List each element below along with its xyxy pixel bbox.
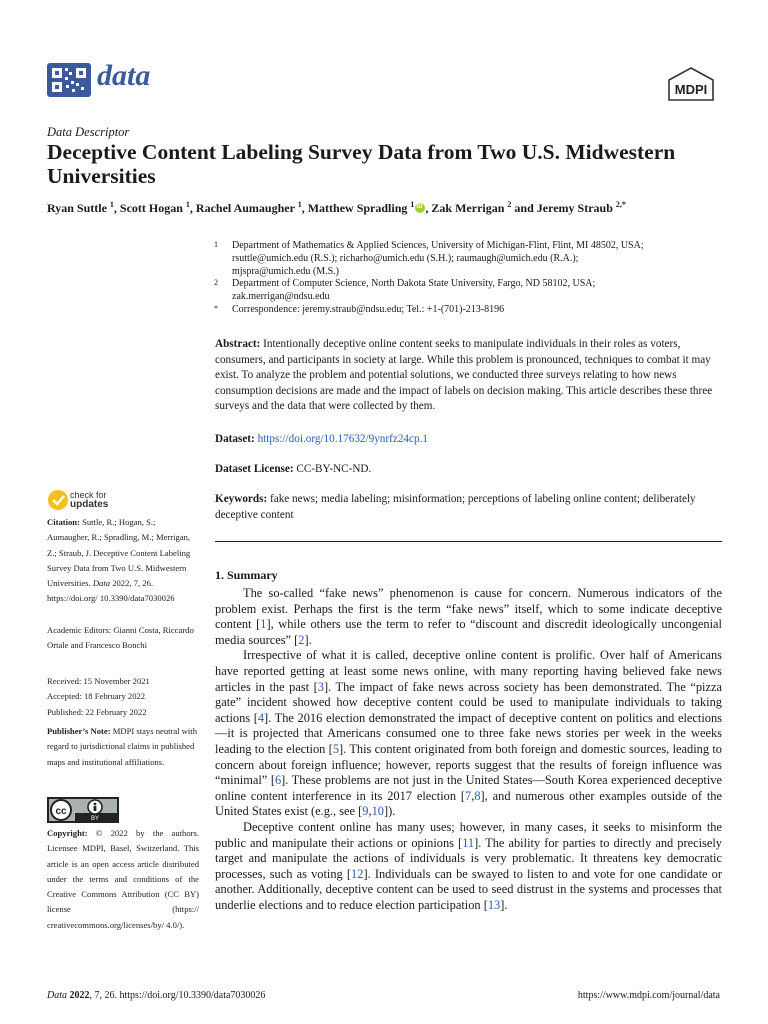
accepted-date: Accepted: 18 February 2022	[47, 691, 146, 702]
license-text: CC-BY-NC-ND.	[296, 463, 372, 475]
published-date: Published: 22 February 2022	[47, 706, 147, 717]
keywords-text: fake news; media labeling; misinformation; perceptions of labeling online content; deliberately deceptive content	[215, 493, 696, 521]
reference-link[interactable]: 6	[274, 773, 282, 788]
affiliation: 1 Department of Mathematics & Applied Sciences, University of Michigan-Flint, Flint, MI 48502, USA; rsuttle@umich.edu (R.S.); richarho@umich.edu (S.H.); raumaugh@umich.edu (R.A.); mjspra@umich.edu (M.S.)	[214, 240, 644, 277]
dataset-license	[215, 462, 723, 478]
abstract	[215, 337, 723, 415]
author-name[interactable]: Matthew Spradling	[307, 201, 408, 215]
check-for-updates-label[interactable]: check for updates	[70, 490, 109, 510]
dates	[47, 674, 199, 720]
affiliation: 2 Department of Computer Science, North Dakota State University, Fargo, ND 58102, USA; zak.merrigan@ndsu.edu	[214, 278, 596, 303]
dataset	[215, 432, 723, 448]
affiliations	[214, 240, 719, 317]
section-divider	[215, 541, 722, 542]
reference-link[interactable]: 3	[317, 679, 324, 694]
summary-paragraph: Irrespective of what it is called, deceptive online content is prolific. Over half of Americans have reported getting at least some news online, with many reporting having believed fake news articles in the past [3]. The impact of fake news across society has been demonstrated. The “pizza gate” incident showed how deceptive content could be used to manipulate individuals to taking actions [4]. The 2016 election demonstrated the impact of deceptive content on politics and elections—it is projected that Americans consumed one to three fake news stories per week in the weeks leading to the election [5]. This content originated from both foreign and domestic sources, leading to concern about foreign influence; however, reports suggest that the results of foreign influence was “minimal” [6]. These problems are not just in the United States—South Korea experienced deceptive online content interference in its 2017 election [7,8], and numerous other examples outside of the United States exist (e.g., see [9,10]).	[215, 648, 722, 819]
reference-link[interactable]: 12	[351, 866, 364, 881]
academic-editors: Academic Editors: Gianni Costa, Riccardo Ortale and Francesco Bonchi	[47, 625, 194, 651]
reference-link[interactable]: 13	[487, 897, 501, 912]
author-name[interactable]: Zak Merrigan	[431, 201, 505, 215]
publisher-note: Publisher’s Note: MDPI stays neutral with regard to jurisdictional claims in published maps and institutional affiliations.	[47, 726, 197, 767]
svg-text:cc: cc	[55, 806, 67, 817]
reference-link[interactable]: 10	[371, 804, 384, 819]
dataset-label: Dataset:	[215, 433, 255, 445]
reference-link[interactable]: 7	[465, 788, 472, 803]
correspondence: * Correspondence: jeremy.straub@ndsu.edu; Tel.: +1-(701)-213-8196	[214, 303, 505, 315]
author-name[interactable]: Jeremy Straub	[536, 201, 613, 215]
author-name[interactable]: Scott Hogan	[119, 201, 183, 215]
footer-journal-url[interactable]: https://www.mdpi.com/journal/data	[577, 990, 720, 1001]
author-name[interactable]: Ryan Suttle	[47, 201, 107, 215]
article-type: Data Descriptor	[47, 125, 130, 139]
citation: Citation: Suttle, R.; Hogan, S.; Aumaugher, R.; Spradling, M.; Merrigan, Z.; Straub, J. Deceptive Content Labeling Survey Data from Two U.S. Midwestern Universities. Data 2022, 7, 26. https://doi.org/ 10.3390/data7030026	[47, 517, 191, 604]
reference-link[interactable]: 1	[260, 617, 267, 632]
section-heading: 1. Summary	[215, 568, 278, 582]
orcid-icon[interactable]	[415, 203, 425, 213]
summary-paragraph: Deceptive content online has many uses; however, in many cases, it seeks to misinform the public and manipulate their actions or opinions [11]. The ability for parties to directly and precisely target and manipulate the actions of individuals is very problematic. It threatens key democratic processes, such as voting [12]. Individuals can be swayed to listen to and vote for one candidate or another. Additionally, deceptive content can be used to seed distrust in the systems and processes that underlie elections and to reduce election participation [13].	[215, 819, 722, 912]
keywords	[215, 492, 723, 523]
mdpi-logo-text: MDPI	[674, 82, 708, 97]
reference-link[interactable]: 8	[474, 788, 481, 803]
svg-text:BY: BY	[90, 816, 100, 822]
reference-link[interactable]: 2	[298, 632, 305, 647]
author-name[interactable]: Rachel Aumaugher	[195, 201, 295, 215]
cc-by-license-icon[interactable]	[47, 797, 119, 823]
journal-logo-icon	[47, 63, 91, 97]
abstract-text: Intentionally deceptive online content seeks to manipulate individuals in their roles as voters, consumers, and participants in society at large. While this problem is pronounced, techniques to combat it may exist. To analyze the problem and potential solutions, we conducted three surveys relating to how news consumption decisions are made and the impact of labels on decision making. This article describes these three surveys and the data that were collected by them.	[215, 338, 713, 412]
dataset-link[interactable]: https://doi.org/10.17632/9ynrfz24cp.1	[257, 433, 428, 445]
footer-citation: Data 2022, 7, 26. https://doi.org/10.3390/data7030026	[47, 990, 266, 1001]
reference-link[interactable]: 9	[362, 804, 369, 819]
author-list: Ryan Suttle $^1$, Scott Hogan $^1$, Rachel Aumaugher $^1$, Matthew Spradling $^1$iD , Zak Merrigan $^2$ and Jeremy Straub $^{2,*}$	[47, 200, 737, 216]
reference-link[interactable]: 11	[462, 835, 475, 850]
journal-name: data	[97, 59, 151, 92]
keywords-label: Keywords:	[215, 493, 268, 505]
license-label: Dataset License:	[215, 463, 294, 475]
article-title: Deceptive Content Labeling Survey Data from Two U.S. Midwestern Universities	[47, 140, 676, 188]
reference-link[interactable]: 5	[332, 741, 340, 756]
abstract-label: Abstract:	[215, 338, 261, 350]
reference-link[interactable]: 4	[257, 710, 265, 725]
mdpi-logo	[667, 67, 715, 101]
received-date: Received: 15 November 2021	[47, 676, 150, 686]
summary-body	[215, 586, 722, 913]
summary-paragraph: The so-called “fake news” phenomenon is cause for concern. Numerous indicators of the problem exist. Perhaps the first is the term “fake news” itself, which to some indicate deceptive content [1], while others use the term to refer to “discount and discredit ideologically uncongenial media sources” [2].	[215, 586, 722, 647]
copyright: Copyright: © 2022 by the authors. Licensee MDPI, Basel, Switzerland. This article is an open access article distributed under the terms and conditions of the Creative Commons Attribution (CC BY) license (https:// creativecommons.org/licenses/by/ 4.0/).	[47, 828, 199, 930]
